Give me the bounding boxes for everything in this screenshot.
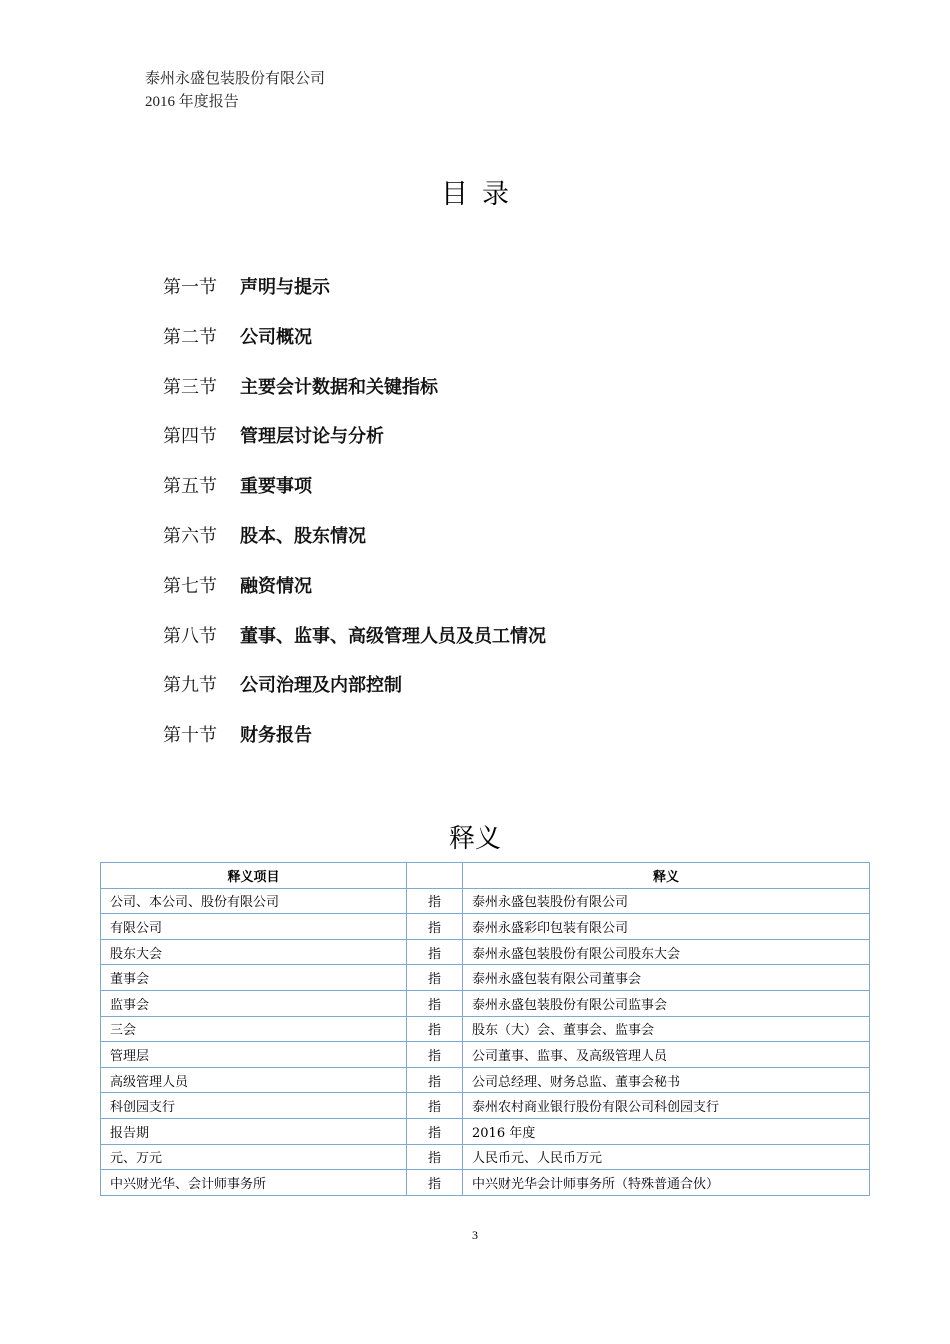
glossary-definition: 泰州永盛包装股份有限公司监事会	[463, 990, 870, 1016]
glossary-sep: 指	[407, 965, 463, 991]
table-row	[101, 990, 870, 1016]
glossary-definition: 泰州永盛包装股份有限公司股东大会	[463, 939, 870, 965]
toc-item-number: 第九节	[163, 675, 217, 697]
toc-item-number: 第五节	[163, 476, 217, 498]
table-row	[101, 914, 870, 940]
glossary-header-sep	[407, 863, 463, 889]
toc-item-name: 公司概况	[240, 326, 312, 348]
table-row	[101, 1093, 870, 1119]
table-row	[101, 1170, 870, 1196]
table-row	[101, 1067, 870, 1093]
page-number: 3	[472, 1228, 478, 1242]
glossary-header-term: 释义项目	[101, 863, 407, 889]
toc-title: 目录	[441, 179, 523, 210]
glossary-definition: 股东（大）会、董事会、监事会	[463, 1016, 870, 1042]
table-row	[101, 939, 870, 965]
toc-item-number: 第十节	[163, 725, 217, 747]
glossary-term: 元、万元	[101, 1144, 407, 1170]
glossary-sep: 指	[407, 1093, 463, 1119]
glossary-sep: 指	[407, 1170, 463, 1196]
header-report: 2016 年度报告	[145, 94, 239, 110]
table-row	[101, 965, 870, 991]
glossary-sep: 指	[407, 1042, 463, 1068]
glossary-term: 董事会	[101, 965, 407, 991]
toc-item-name: 融资情况	[240, 575, 312, 597]
glossary-header-row	[101, 863, 870, 889]
toc-item-name: 财务报告	[240, 725, 312, 747]
toc-item-number: 第七节	[163, 575, 217, 597]
toc-item[interactable]	[163, 421, 803, 471]
glossary-term: 三会	[101, 1016, 407, 1042]
table-row	[101, 888, 870, 914]
glossary-definition: 泰州永盛彩印包装有限公司	[463, 914, 870, 940]
glossary-term: 高级管理人员	[101, 1067, 407, 1093]
toc-item[interactable]	[163, 670, 803, 720]
toc-item-name: 主要会计数据和关键指标	[240, 376, 438, 398]
glossary-table	[100, 862, 870, 1196]
toc-item-number: 第二节	[163, 326, 217, 348]
glossary-term: 科创园支行	[101, 1093, 407, 1119]
glossary-header-definition: 释义	[463, 863, 870, 889]
glossary-definition: 2016 年度	[463, 1118, 870, 1144]
table-of-contents	[163, 272, 803, 770]
glossary-term: 股东大会	[101, 939, 407, 965]
glossary-sep: 指	[407, 1144, 463, 1170]
glossary-term: 有限公司	[101, 914, 407, 940]
toc-item[interactable]	[163, 720, 803, 770]
glossary-definition: 中兴财光华会计师事务所（特殊普通合伙）	[463, 1170, 870, 1196]
toc-item[interactable]	[163, 322, 803, 372]
toc-item[interactable]	[163, 521, 803, 571]
toc-item[interactable]	[163, 471, 803, 521]
glossary-definition: 泰州永盛包装有限公司董事会	[463, 965, 870, 991]
glossary-term: 中兴财光华、会计师事务所	[101, 1170, 407, 1196]
toc-item-number: 第三节	[163, 376, 217, 398]
toc-item-name: 公司治理及内部控制	[240, 675, 402, 697]
toc-item-name: 管理层讨论与分析	[240, 426, 384, 448]
toc-item-number: 第八节	[163, 625, 217, 647]
glossary-term: 公司、本公司、股份有限公司	[101, 888, 407, 914]
toc-item-name: 声明与提示	[240, 277, 330, 298]
toc-item[interactable]	[163, 621, 803, 671]
table-row	[101, 1118, 870, 1144]
table-row	[101, 1144, 870, 1170]
glossary-sep: 指	[407, 888, 463, 914]
glossary-definition: 泰州农村商业银行股份有限公司科创园支行	[463, 1093, 870, 1119]
header-company: 泰州永盛包装股份有限公司	[145, 71, 326, 87]
toc-item-name: 董事、监事、高级管理人员及员工情况	[240, 625, 546, 647]
toc-item-number: 第一节	[163, 277, 217, 298]
glossary-definition: 人民币元、人民币万元	[463, 1144, 870, 1170]
glossary-sep: 指	[407, 990, 463, 1016]
toc-item[interactable]	[163, 272, 803, 322]
glossary-definition: 公司总经理、财务总监、董事会秘书	[463, 1067, 870, 1093]
glossary-term: 监事会	[101, 990, 407, 1016]
toc-item-name: 重要事项	[240, 476, 312, 498]
glossary-term: 管理层	[101, 1042, 407, 1068]
page-header	[145, 68, 325, 114]
glossary-sep: 指	[407, 1016, 463, 1042]
toc-item-number: 第六节	[163, 525, 217, 547]
toc-item[interactable]	[163, 571, 803, 621]
toc-item[interactable]	[163, 372, 803, 422]
glossary-definition: 公司董事、监事、及高级管理人员	[463, 1042, 870, 1068]
glossary-title: 释义	[448, 824, 501, 854]
table-row	[101, 1016, 870, 1042]
toc-item-name: 股本、股东情况	[240, 525, 366, 547]
glossary-sep: 指	[407, 1067, 463, 1093]
toc-item-number: 第四节	[163, 426, 217, 448]
glossary-definition: 泰州永盛包装股份有限公司	[463, 888, 870, 914]
glossary-sep: 指	[407, 914, 463, 940]
glossary-sep: 指	[407, 1118, 463, 1144]
glossary-term: 报告期	[101, 1118, 407, 1144]
glossary-sep: 指	[407, 939, 463, 965]
table-row	[101, 1042, 870, 1068]
